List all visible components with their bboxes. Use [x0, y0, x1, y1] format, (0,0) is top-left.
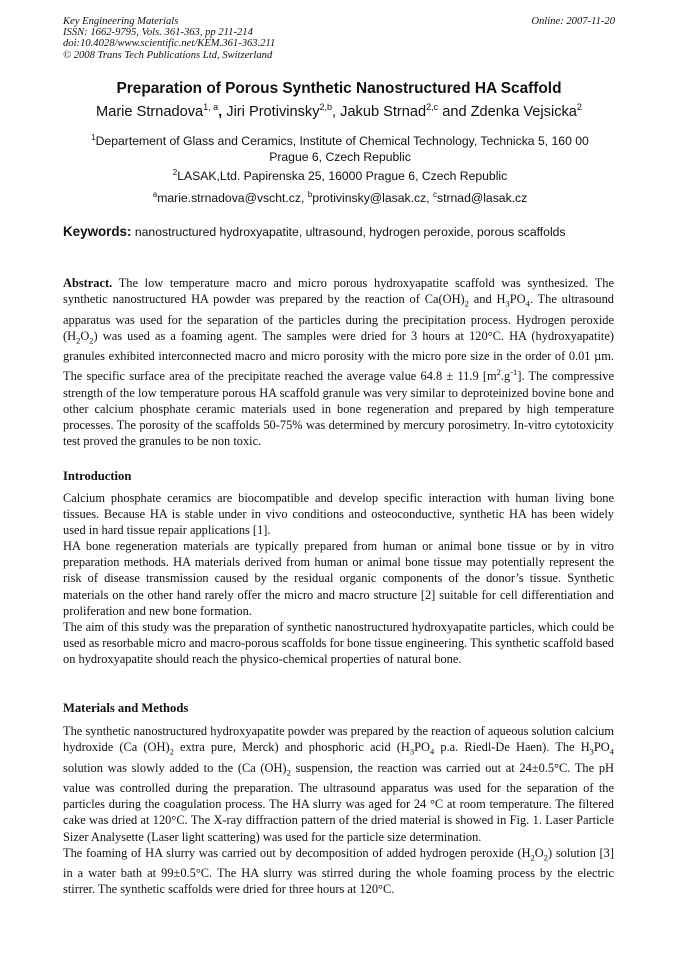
affiliation-mark: 2	[172, 168, 178, 177]
abstract-text: . The ultrasound apparatus was used for the separation of the particles during the precipitation process. Hydrogen peroxide (H	[63, 292, 614, 343]
email-mark: b	[307, 190, 313, 199]
subscript: 2	[543, 852, 548, 863]
subscript: 2	[530, 852, 535, 863]
author-name: Jakub Strnad	[340, 103, 427, 120]
running-header	[63, 16, 275, 61]
doi-line: doi:10.4028/www.scientific.net/KEM.361-363.211	[63, 38, 276, 50]
paragraph-text: The foaming of HA slurry was carried out by decomposition of added hydrogen peroxide (H	[63, 845, 531, 860]
email-link[interactable]: protivinsky@lasak.cz,	[312, 191, 430, 206]
paragraph-text: ) solution [3] in a water bath at 99±0.5°C. The HA slurry was stirred during the whole foaming process by the electric stirrer. The synthetic scaffolds were dried for three hours at 120°C.	[63, 845, 614, 897]
paragraph: The aim of this study was the preparation of synthetic nanostructured hydroxyapatite particles, which could be used as resorbable micro and macro-porous scaffolds for bone tissue engineering. This synthetic scaffold based on hydroxyapatite should reach the physico-chemical properties of natural bone.	[63, 619, 614, 666]
affiliation-1	[70, 130, 610, 165]
online-date: Online: 2007-11-20	[531, 16, 615, 27]
paragraph-text: The synthetic nanostructured hydroxyapatite powder was prepared by the reaction of aqueous solution calcium hydroxide (Ca (OH)	[63, 724, 614, 755]
author-affiliation-mark: 2,c	[426, 102, 439, 112]
paragraph-text: PO	[593, 740, 610, 755]
affiliation-2	[70, 165, 610, 184]
subscript: 3	[505, 298, 510, 309]
paper-title: Preparation of Porous Synthetic Nanostructured HA Scaffold	[116, 80, 562, 97]
paragraph-text: p.a. Riedl-De Haen). The H	[434, 740, 590, 755]
author-affiliation-mark: 1, a	[203, 102, 219, 112]
abstract-text: O	[80, 328, 90, 343]
abstract-text: The low temperature macro and micro porous hydroxyapatite scaffold was synthesized. The synthetic nanostructured HA powder was prepared by the reaction of Ca(OH)	[63, 276, 614, 307]
email-link[interactable]: strnad@lasak.cz	[436, 191, 528, 206]
subscript: 2	[464, 298, 469, 309]
subscript: 3	[409, 746, 415, 757]
superscript: -1	[510, 367, 518, 378]
methods-section	[63, 723, 614, 897]
abstract-text: ) was used as a foaming agent. The samples were dried for 3 hours at 120°C. HA (hydroxyapatite) granules exhibited interconnected macro and micro porosity with the micro pore size in the order of 0.01 µm. The specific surface area of the precipitate reached the average value 64.8 ± 11.9 [m	[63, 328, 614, 384]
paragraph-text: extra pure, Merck) and phosphoric acid (H	[173, 740, 410, 755]
affiliation-mark: 1	[91, 133, 96, 142]
paragraph-text: solution was slowly added to the (Ca (OH)	[63, 760, 287, 775]
subscript: 2	[169, 746, 174, 757]
paragraph: Calcium phosphate ceramics are biocompatible and develop specific interaction with human living bone tissues. Because HA is stable under in vivo conditions and osteoconductive, synthetic HA has been widely used in hard tissue repair applications [1].	[63, 491, 614, 538]
subscript: 4	[525, 298, 530, 309]
paragraph: HA bone regeneration materials are typically prepared from human or animal bone tissue or by in vitro preparation methods. HA materials derived from human or animal bone tissue may potentially represent the risk of disease transmission caused by the residual organic components of the donor’s tissue. Synthetic materials on the other hand rarely offer the micro and macro structure [2] suitable for cell differentiation and proliferation and new bone formation.	[63, 539, 614, 618]
abstract	[63, 275, 614, 449]
email-mark: a	[152, 190, 158, 199]
author-affiliation-mark: 2,b	[319, 102, 333, 112]
author-conjunction: and	[442, 103, 467, 120]
keywords	[63, 224, 623, 239]
keywords-text: nanostructured hydroxyapatite, ultrasound, hydrogen peroxide, porous scaffolds	[134, 225, 566, 239]
author-list: Marie Strnadova$^{1, a}$, Jiri Protivinsky$^{2,b}$, Jakub Strnad$^{2,c}$ and Zdenka Vejsicka$^2$	[96, 102, 582, 120]
paragraph-text: O	[534, 845, 544, 860]
subscript: 4	[429, 746, 435, 757]
section-heading-introduction: Introduction	[63, 469, 132, 483]
author-affiliation-mark: 2	[576, 102, 582, 112]
subscript: 2	[89, 335, 94, 346]
abstract-label: Abstract.	[63, 276, 113, 290]
copyright-line: © 2008 Trans Tech Publications Ltd, Switzerland	[63, 49, 273, 61]
issn-line: ISSN: 1662-9795, Vols. 361-363, pp 211-214	[63, 27, 253, 39]
abstract-text: and H	[468, 292, 506, 307]
email-mark: c	[432, 190, 437, 199]
subscript: 4	[609, 746, 614, 757]
section-heading-materials-methods: Materials and Methods	[63, 701, 189, 715]
author-name: Marie Strnadova	[96, 103, 204, 120]
paragraph-text: PO	[414, 740, 430, 755]
introduction-section	[63, 490, 614, 667]
keywords-label: Keywords:	[63, 224, 132, 239]
affiliation-text: Departement of Glass and Ceramics, Institute of Chemical Technology, Technicka 5, 160 00 Prague 6, Czech Republic	[95, 134, 589, 165]
author-emails	[70, 187, 610, 206]
paragraph	[63, 845, 614, 898]
subscript: 2	[76, 335, 81, 346]
subscript: 2	[286, 767, 291, 778]
abstract-text: ]. The compressive strength of the low temperature porous HA scaffold granule was very similar to deproteinized bovine bone and other calcium phosphate ceramic materials used in bone regeneration and prepared by high temperature processes. The porosity of the scaffolds 50-75% was determined by mercury porosimetry. In-vitro cytotoxicity test proved the granules to be non toxic.	[63, 369, 614, 448]
superscript: 2	[496, 367, 501, 378]
abstract-text: .g	[500, 369, 511, 384]
affiliation-text: LASAK,Ltd. Papirenska 25, 16000 Prague 6, Czech Republic	[177, 169, 508, 184]
email-link[interactable]: marie.strnadova@vscht.cz,	[157, 191, 305, 206]
paragraph	[63, 723, 614, 845]
paragraph-text: suspension, the reaction was carried out at 24±0.5°C. The pH value was controlled during the preparation. The ultrasound apparatus was used for the separation of the particles during the coagulation process. The HA slurry was aged for 24 °C at room temperature. The filtered cake was dried at 120°C. The X-ray diffraction pattern of the dried material is showed in Fig. 1. Laser Particle Sizer Analysette (Laser light scattering) was used for the particle size determination.	[63, 760, 614, 844]
author-name: Jiri Protivinsky	[226, 103, 320, 120]
journal-name: Key Engineering Materials	[63, 16, 179, 27]
author-name: Zdenka Vejsicka	[470, 103, 577, 120]
abstract-text: PO	[509, 292, 526, 307]
subscript: 3	[589, 746, 594, 757]
